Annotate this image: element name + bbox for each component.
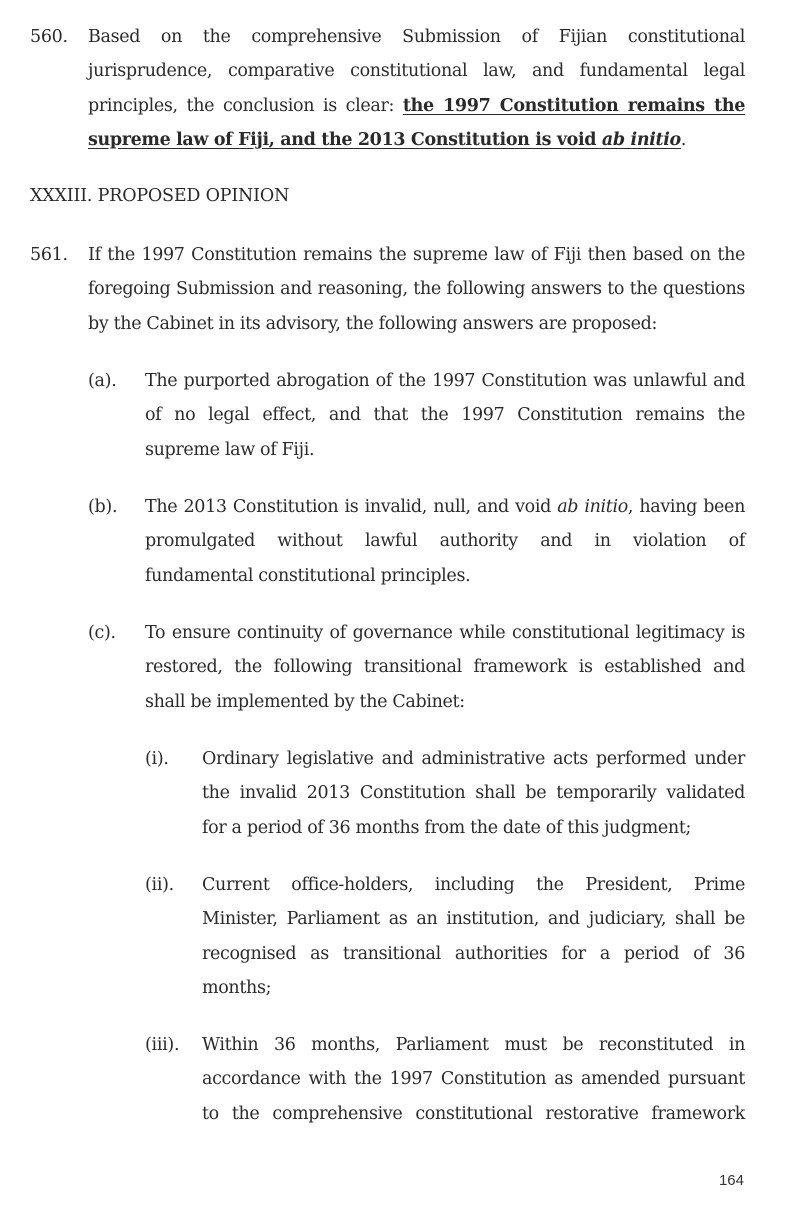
paragraph-text: The 2013 Constitution is invalid, null, and void [145,497,558,517]
paragraph-line: jurisprudence, comparative constitutional law, and fundamental legal [88,61,745,82]
paragraph-line: fundamental constitutional principles. [145,565,471,586]
emphasized-conclusion: the 1997 Constitution remains the [402,95,745,116]
paragraph-line: The purported abrogation of the 1997 Constitution was unlawful and [145,371,745,391]
sub-sub-item-label-iii: (iii). [145,1035,180,1055]
sub-sub-item-ii [202,868,745,1005]
paragraph-561 [88,238,745,341]
paragraph-line: for a period of 36 months from the date of this judgment; [202,817,692,838]
sub-item-b [145,490,745,593]
page-number: 164 [718,1172,744,1189]
paragraph-line: the invalid 2013 Constitution shall be temporarily validated [202,783,745,804]
paragraph-line [145,490,745,524]
paragraph-line [88,123,745,157]
paragraph-line: If the 1997 Constitution remains the supreme law of Fiji then based on the [88,245,745,265]
paragraph-line: foregoing Submission and reasoning, the following answers to the questions [88,279,745,300]
paragraph-line: supreme law of Fiji. [145,439,315,460]
sub-item-label-b: (b). [88,497,118,517]
sub-sub-item-iii [202,1028,745,1131]
paragraph-line: of no legal effect, and that the 1997 Constitution remains the [145,405,745,426]
paragraph-line: recognised as transitional authorities for a period of 36 [202,943,745,964]
paragraph-number-560: 560. [30,27,68,47]
paragraph-line: Within 36 months, Parliament must be reconstituted in [202,1035,745,1055]
latin-term: ab initio [557,497,628,517]
paragraph-line: shall be implemented by the Cabinet: [145,691,465,712]
sub-item-label-a: (a). [88,371,117,391]
emphasized-conclusion: supreme law of Fiji, and the 2013 Constitution is void [88,129,602,150]
paragraph-line: by the Cabinet in its advisory, the following answers are proposed: [88,313,658,334]
paragraph-line: Current office-holders, including the President, Prime [202,875,745,895]
sub-item-c [145,616,745,719]
paragraph-text: . [680,129,687,150]
paragraph-text: , having been [627,497,745,517]
paragraph-line: Minister, Parliament as an institution, and judiciary, shall be [202,909,745,930]
paragraph-line: To ensure continuity of governance while constitutional legitimacy is [145,623,745,643]
sub-sub-item-label-ii: (ii). [145,875,174,895]
paragraph-line: months; [202,977,272,998]
section-heading: XXXIII. PROPOSED OPINION [30,186,290,206]
paragraph-line: Ordinary legislative and administrative acts performed under [202,749,745,769]
sub-item-a [145,364,745,467]
sub-sub-item-i [202,742,745,845]
sub-sub-item-label-i: (i). [145,749,169,769]
paragraph-line: accordance with the 1997 Constitution as amended pursuant [202,1069,745,1090]
paragraph-line: to the comprehensive constitutional restorative framework [202,1103,745,1124]
paragraph-line [88,89,745,123]
sub-item-label-c: (c). [88,623,116,643]
paragraph-line: promulgated without lawful authority and in violation of [145,531,745,552]
paragraph-line: Based on the comprehensive Submission of Fijian constitutional [88,27,745,47]
paragraph-line: restored, the following transitional framework is established and [145,657,745,678]
paragraph-number-561: 561. [30,245,68,265]
paragraph-560 [88,20,745,157]
emphasized-latin-term: ab initio [601,129,681,150]
paragraph-text: principles, the conclusion is clear: [88,95,403,116]
